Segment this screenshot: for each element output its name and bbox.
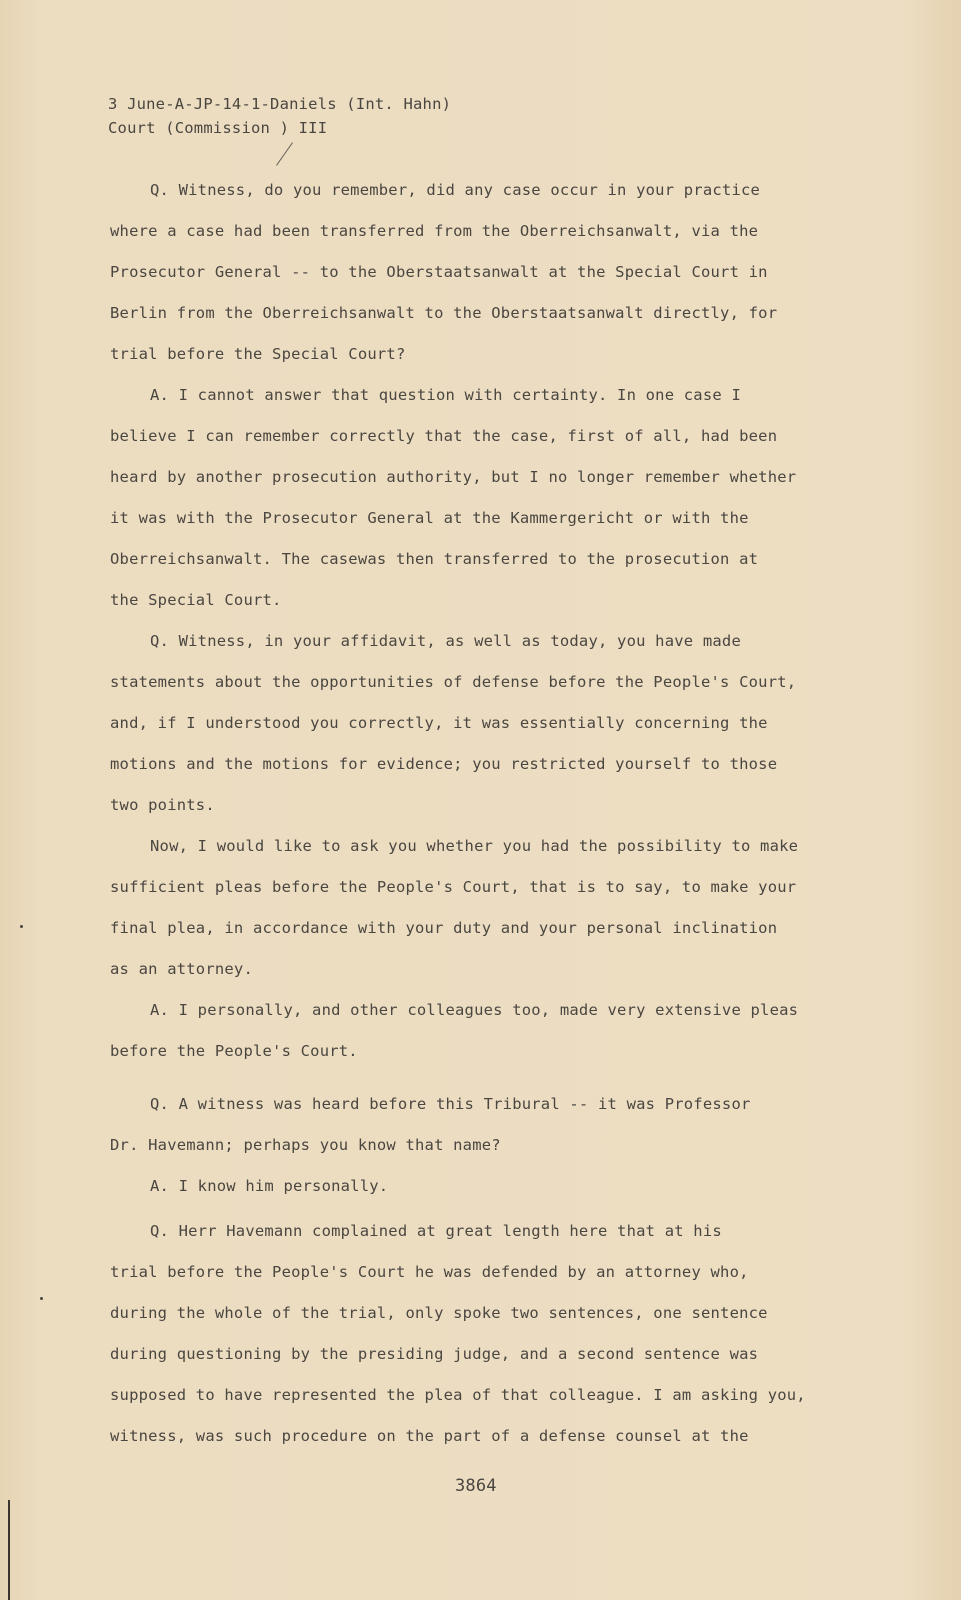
- text-line: Q. Witness, in your affidavit, as well as today, you have made: [150, 632, 741, 650]
- text-line: A. I know him personally.: [150, 1177, 389, 1195]
- text-line: supposed to have represented the plea of that colleague. I am asking you,: [110, 1386, 806, 1404]
- text-line: during questioning by the presiding judge, and a second sentence was: [110, 1345, 759, 1363]
- text-line: Dr. Havemann; perhaps you know that name?: [110, 1136, 501, 1154]
- text-line: Q. Witness, do you remember, did any case occur in your practice: [150, 181, 761, 199]
- text-line: where a case had been transferred from the Oberreichsanwalt, via the: [110, 222, 759, 240]
- text-line: as an attorney.: [110, 960, 253, 978]
- text-line: motions and the motions for evidence; you restricted yourself to those: [110, 755, 778, 773]
- text-line: Q. A witness was heard before this Tribural -- it was Professor: [150, 1095, 751, 1113]
- text-line: sufficient pleas before the People's Court, that is to say, to make your: [110, 878, 797, 896]
- text-line: heard by another prosecution authority, but I no longer remember whether: [110, 468, 797, 486]
- page-edge-mark: [8, 1500, 10, 1600]
- text-line: A. I personally, and other colleagues too, made very extensive pleas: [150, 1001, 799, 1019]
- text-line: final plea, in accordance with your duty and your personal inclination: [110, 919, 778, 937]
- text-line: two points.: [110, 796, 215, 814]
- text-line: Q. Herr Havemann complained at great length here that at his: [150, 1222, 722, 1240]
- text-line: and, if I understood you correctly, it was essentially concerning the: [110, 714, 768, 732]
- text-line: Prosecutor General -- to the Oberstaatsanwalt at the Special Court in: [110, 263, 768, 281]
- text-line: trial before the People's Court he was defended by an attorney who,: [110, 1263, 749, 1281]
- page-number: 3864: [455, 1476, 497, 1496]
- document-header: [108, 92, 451, 140]
- ink-speck: [20, 925, 23, 928]
- text-line: during the whole of the trial, only spoke two sentences, one sentence: [110, 1304, 768, 1322]
- text-line: Now, I would like to ask you whether you had the possibility to make: [150, 837, 799, 855]
- pencil-mark: [276, 142, 293, 166]
- text-line: Oberreichsanwalt. The casewas then transferred to the prosecution at: [110, 550, 759, 568]
- header-line-1: 3 June-A-JP-14-1-Daniels (Int. Hahn): [108, 95, 452, 113]
- text-line: statements about the opportunities of defense before the People's Court,: [110, 673, 797, 691]
- header-line-2: Court (Commission ) III: [108, 119, 328, 137]
- ink-speck: [40, 1297, 43, 1300]
- text-line: before the People's Court.: [110, 1042, 358, 1060]
- text-line: witness, was such procedure on the part of a defense counsel at the: [110, 1427, 749, 1445]
- text-line: believe I can remember correctly that the case, first of all, had been: [110, 427, 778, 445]
- text-line: A. I cannot answer that question with certainty. In one case I: [150, 386, 741, 404]
- text-line: it was with the Prosecutor General at the Kammergericht or with the: [110, 509, 749, 527]
- text-line: the Special Court.: [110, 591, 282, 609]
- text-line: trial before the Special Court?: [110, 345, 406, 363]
- text-line: Berlin from the Oberreichsanwalt to the Oberstaatsanwalt directly, for: [110, 304, 778, 322]
